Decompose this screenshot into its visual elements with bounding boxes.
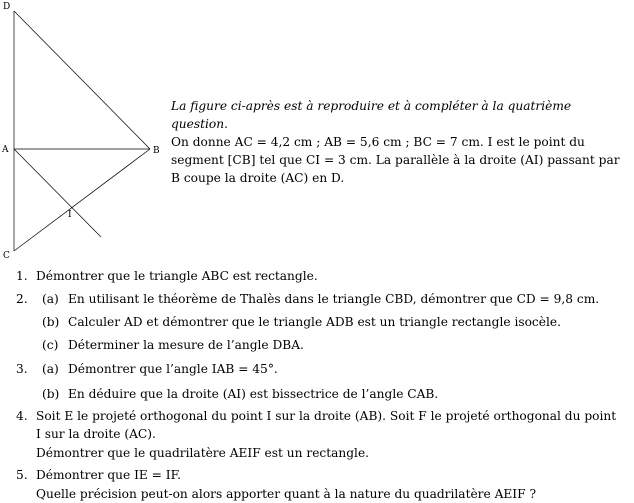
intro-line-2: segment [CB] tel que CI = 3 cm. La parallèle à la droite (AI) passant par xyxy=(171,153,620,167)
label-A: A xyxy=(2,145,9,155)
question-text: Déterminer la mesure de l’angle DBA. xyxy=(68,338,304,352)
question-text: Démontrer que IE = IF. xyxy=(36,468,182,482)
question-text: Démontrer que le triangle ABC est rectangle. xyxy=(36,269,318,283)
intro-italic: La figure ci-après est à reproduire et à compléter à la quatrième question. xyxy=(171,99,572,131)
question-number: 4. xyxy=(16,409,28,423)
question-number: 3. xyxy=(16,362,28,376)
subquestion-marker: (a) xyxy=(42,362,59,376)
label-B: B xyxy=(153,146,160,156)
question-text: Calculer AD et démontrer que le triangle ADB est un triangle rectangle isocèle. xyxy=(68,315,561,329)
intro-paragraph xyxy=(171,97,621,187)
question-number: 2. xyxy=(16,292,28,306)
intro-line-1: On donne AC = 4,2 cm ; AB = 5,6 cm ; BC = 7 cm. I est le point du xyxy=(171,135,585,149)
segment-DB xyxy=(14,11,150,149)
question-text: En utilisant le théorème de Thalès dans le triangle CBD, démontrer que CD = 9,8 cm. xyxy=(68,292,600,306)
question-text: Quelle précision peut-on alors apporter quant à la nature du quadrilatère AEIF ? xyxy=(36,487,536,501)
subquestion-marker: (a) xyxy=(42,292,59,306)
subquestion-marker: (c) xyxy=(42,338,59,352)
label-C: C xyxy=(3,251,10,260)
question-text: En déduire que la droite (AI) est bissectrice de l’angle CAB. xyxy=(68,387,439,401)
label-I: I xyxy=(68,210,72,220)
label-D: D xyxy=(3,2,11,12)
question-text: I sur la droite (AC). xyxy=(36,427,156,441)
intro-line-3: B coupe la droite (AC) en D. xyxy=(171,171,345,185)
question-number: 1. xyxy=(16,269,28,283)
question-number: 5. xyxy=(16,468,28,482)
question-text: Soit E le projeté orthogonal du point I sur la droite (AB). Soit F le projeté orthogonal du point xyxy=(36,409,617,423)
question-text: Démontrer que l’angle IAB = 45°. xyxy=(68,362,278,376)
geometry-figure xyxy=(0,0,170,260)
subquestion-marker: (b) xyxy=(42,315,60,329)
question-text: Démontrer que le quadrilatère AEIF est un rectangle. xyxy=(36,446,370,460)
line-AI xyxy=(14,149,101,237)
segment-CB xyxy=(14,149,150,251)
subquestion-marker: (b) xyxy=(42,387,60,401)
